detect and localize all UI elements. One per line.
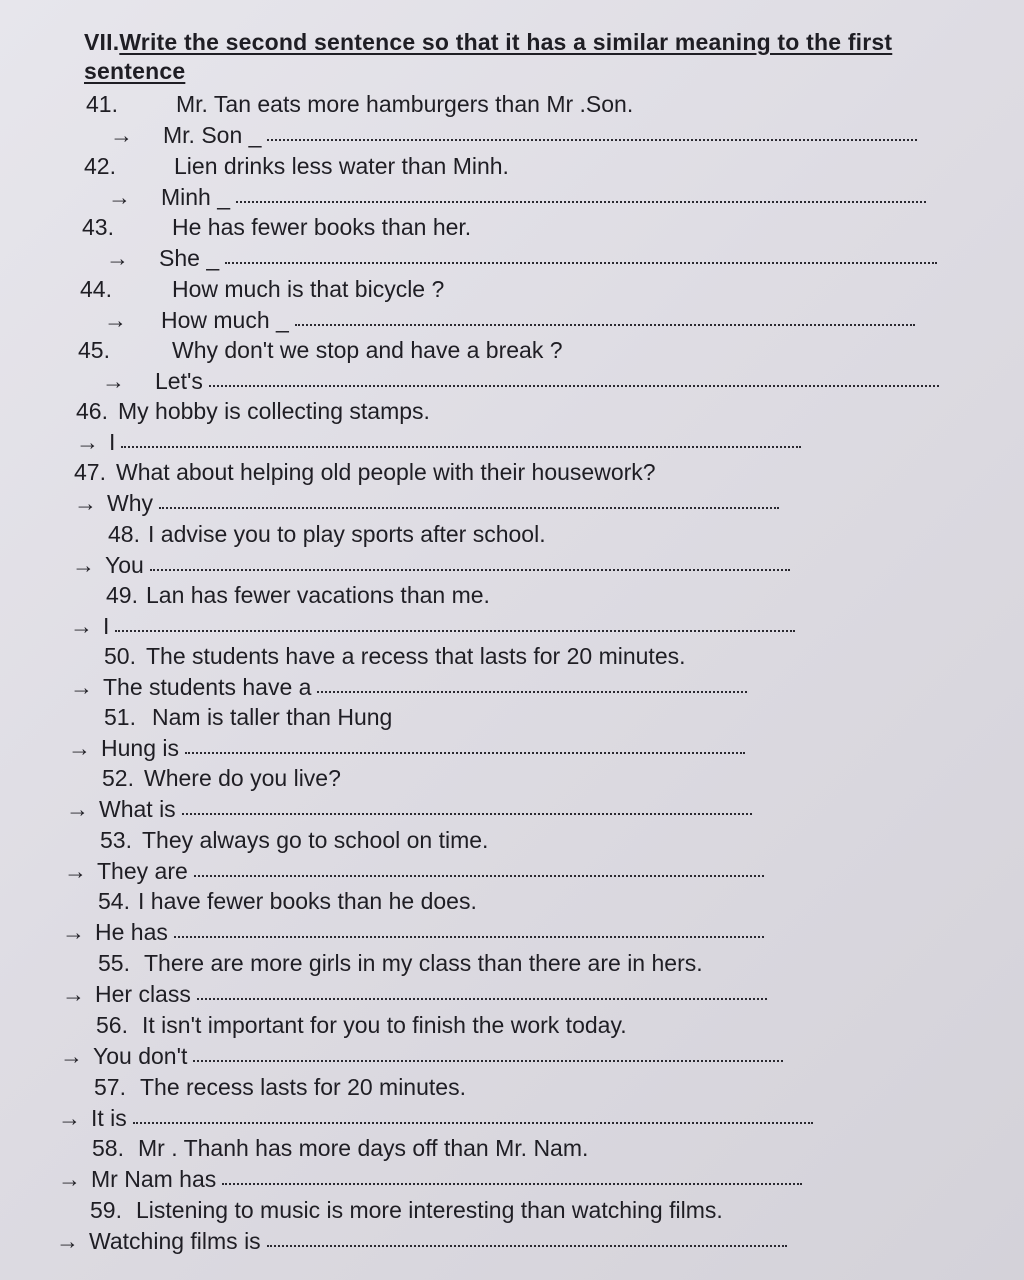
answer-prompt: Her class: [95, 981, 191, 1007]
item-number: 57.: [94, 1074, 126, 1100]
answer-line[interactable]: [295, 320, 915, 326]
exercise-item-52: [0, 764, 1024, 826]
item-number: 47.: [74, 459, 106, 485]
exercise-item-43: [0, 213, 1024, 275]
answer-line[interactable]: [267, 135, 917, 141]
item-number: 43.: [82, 214, 114, 240]
answer-prompt: You don't: [93, 1043, 188, 1069]
original-sentence: Nam is taller than Hung: [152, 704, 393, 730]
arrow-icon: →: [76, 429, 99, 455]
original-sentence: How much is that bicycle ?: [172, 276, 445, 302]
exercise-item-50: [0, 642, 1024, 704]
arrow-icon: →: [108, 184, 131, 210]
answer-prompt: Hung is: [101, 735, 179, 761]
answer-line[interactable]: [209, 381, 939, 387]
item-number: 55.: [98, 950, 130, 976]
item-number: 54.: [98, 888, 130, 914]
original-sentence: Where do you live?: [144, 765, 341, 791]
original-sentence: The students have a recess that lasts for 20 minutes.: [146, 643, 686, 669]
arrow-icon: →: [106, 245, 129, 271]
arrow-icon: →: [58, 1166, 81, 1192]
item-number: 44.: [80, 276, 112, 302]
item-number: 46.: [76, 398, 108, 424]
answer-prompt: Why: [107, 490, 153, 516]
item-number: 53.: [100, 827, 132, 853]
exercise-item-51: [0, 703, 1024, 765]
section-title-line1: Write the second sentence so that it has a similar meaning to the first: [119, 29, 893, 55]
answer-line[interactable]: [317, 687, 747, 693]
arrow-icon: →: [60, 1043, 83, 1069]
answer-prompt: They are: [97, 858, 188, 884]
answer-prompt: What is: [99, 796, 176, 822]
answer-line[interactable]: [236, 197, 926, 203]
exercise-item-54: [0, 887, 1024, 949]
answer-prompt: I: [109, 429, 116, 455]
answer-line[interactable]: [133, 1118, 813, 1124]
arrow-icon: →: [74, 490, 97, 516]
item-number: 50.: [104, 643, 136, 669]
arrow-icon: →: [110, 122, 133, 148]
item-number: 51.: [104, 704, 136, 730]
answer-prompt: It is: [91, 1105, 127, 1131]
item-number: 59.: [90, 1197, 122, 1223]
section-number: VII.: [84, 29, 120, 55]
original-sentence: Why don't we stop and have a break ?: [172, 337, 563, 363]
exercise-item-59: [0, 1196, 1024, 1258]
answer-prompt: Mr. Son _: [163, 122, 262, 148]
exercise-item-42: [0, 152, 1024, 214]
exercise-item-56: [0, 1011, 1024, 1073]
exercise-item-48: [0, 520, 1024, 582]
exercise-item-44: [0, 275, 1024, 337]
original-sentence: I have fewer books than he does.: [138, 888, 477, 914]
original-sentence: Mr . Thanh has more days off than Mr. Nam.: [138, 1135, 589, 1161]
arrow-icon: →: [62, 919, 85, 945]
answer-prompt: He has: [95, 919, 168, 945]
answer-line[interactable]: [267, 1241, 787, 1247]
original-sentence: He has fewer books than her.: [172, 214, 472, 240]
answer-line[interactable]: [194, 871, 764, 877]
item-number: 48.: [108, 521, 140, 547]
original-sentence: It isn't important for you to finish the work today.: [142, 1012, 627, 1038]
arrow-icon: →: [70, 613, 93, 639]
item-number: 41.: [86, 91, 118, 117]
exercise-item-49: [0, 581, 1024, 643]
exercise-item-46: [0, 397, 1024, 459]
exercise-item-57: [0, 1073, 1024, 1135]
answer-line[interactable]: [222, 1179, 802, 1185]
exercise-item-53: [0, 826, 1024, 888]
answer-line[interactable]: [150, 565, 790, 571]
original-sentence: Listening to music is more interesting than watching films.: [136, 1197, 723, 1223]
arrow-icon: →: [62, 981, 85, 1007]
arrow-icon: →: [66, 796, 89, 822]
answer-prompt: Watching films is: [89, 1228, 261, 1254]
item-number: 45.: [78, 337, 110, 363]
answer-line[interactable]: [193, 1056, 783, 1062]
arrow-icon: →: [102, 368, 125, 394]
arrow-icon: →: [104, 307, 127, 333]
answer-line[interactable]: [174, 932, 764, 938]
answer-prompt: Let's: [155, 368, 203, 394]
original-sentence: What about helping old people with their housework?: [116, 459, 656, 485]
exercise-item-47: [0, 458, 1024, 520]
item-number: 56.: [96, 1012, 128, 1038]
answer-prompt: You: [105, 552, 144, 578]
original-sentence: Lan has fewer vacations than me.: [146, 582, 490, 608]
item-number: 58.: [92, 1135, 124, 1161]
answer-line[interactable]: [185, 748, 745, 754]
item-number: 49.: [106, 582, 138, 608]
answer-prompt: I: [103, 613, 110, 639]
arrow-icon: →: [64, 858, 87, 884]
exercise-item-41: [0, 90, 1024, 152]
answer-prompt: She _: [159, 245, 220, 271]
exercise-item-55: [0, 949, 1024, 1011]
answer-line[interactable]: [197, 994, 767, 1000]
original-sentence: They always go to school on time.: [142, 827, 489, 853]
original-sentence: The recess lasts for 20 minutes.: [140, 1074, 466, 1100]
answer-line[interactable]: [121, 442, 801, 448]
item-number: 52.: [102, 765, 134, 791]
arrow-icon: →: [58, 1105, 81, 1131]
exercise-item-58: [0, 1134, 1024, 1196]
item-number: 42.: [84, 153, 116, 179]
section-title-line2: sentence: [84, 58, 186, 84]
answer-line[interactable]: [225, 258, 937, 264]
answer-line[interactable]: [182, 809, 752, 815]
arrow-icon: →: [72, 552, 95, 578]
arrow-icon: →: [70, 674, 93, 700]
answer-line[interactable]: [159, 503, 779, 509]
exercise-item-45: [0, 336, 1024, 398]
arrow-icon: →: [56, 1228, 79, 1254]
original-sentence: I advise you to play sports after school.: [148, 521, 546, 547]
original-sentence: My hobby is collecting stamps.: [118, 398, 430, 424]
answer-prompt: Mr Nam has: [91, 1166, 217, 1192]
original-sentence: Lien drinks less water than Minh.: [174, 153, 509, 179]
arrow-icon: →: [68, 735, 91, 761]
answer-prompt: The students have a: [103, 674, 312, 700]
answer-prompt: How much _: [161, 307, 289, 333]
original-sentence: There are more girls in my class than there are in hers.: [144, 950, 703, 976]
section-heading: [84, 28, 994, 86]
answer-line[interactable]: [115, 626, 795, 632]
original-sentence: Mr. Tan eats more hamburgers than Mr .Son.: [176, 91, 634, 117]
answer-prompt: Minh _: [161, 184, 231, 210]
